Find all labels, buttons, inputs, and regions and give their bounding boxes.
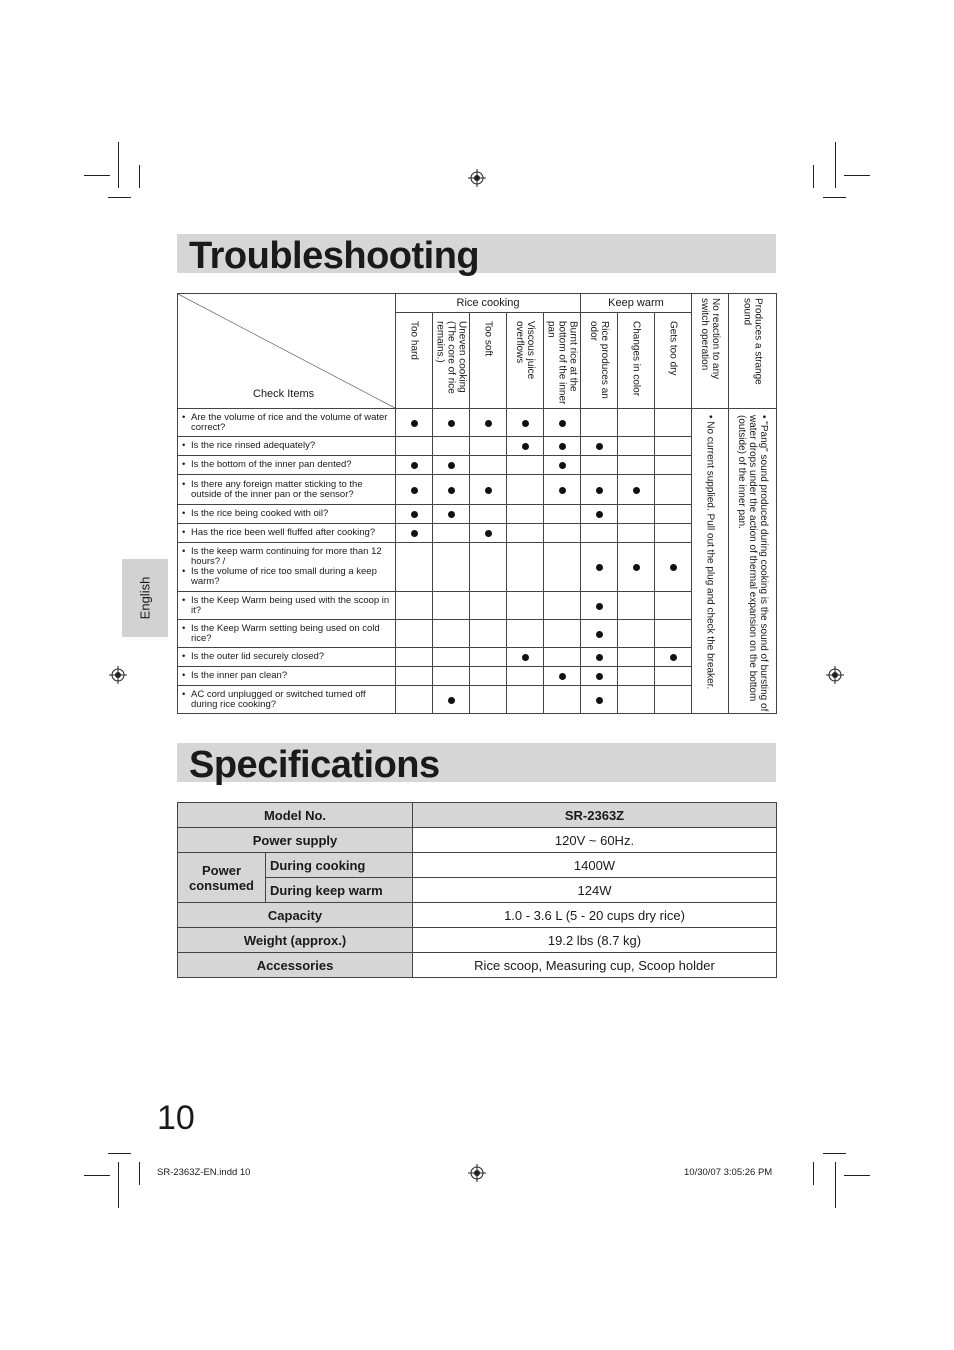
symptom-cell (396, 409, 433, 437)
table-row (178, 620, 777, 648)
column-header-label: No reaction to any switch operation (699, 298, 721, 380)
symptom-cell (544, 686, 581, 714)
column-header-label: Rice produces an odor (588, 321, 610, 399)
symptom-cell (507, 505, 544, 524)
weight-label: Weight (approx.) (178, 928, 413, 953)
symptom-cell (507, 409, 544, 437)
applies-dot-icon (633, 487, 640, 494)
check-item-question (182, 460, 391, 470)
column-header (507, 313, 544, 409)
column-header (729, 294, 777, 409)
symptom-cell (618, 437, 655, 456)
check-items-header (178, 294, 396, 409)
symptom-cell (655, 409, 692, 437)
column-header-label: Changes in color (630, 321, 642, 397)
column-header-label: Produces a strange sound (741, 298, 764, 385)
bullet-icon: • (758, 415, 769, 422)
symptom-cell (581, 686, 618, 714)
bullet-icon: • (182, 670, 186, 681)
symptom-cell (470, 592, 507, 620)
crop-mark (118, 1162, 119, 1208)
registration-mark-icon (109, 666, 127, 684)
troubleshooting-table (177, 293, 777, 714)
applies-dot-icon (559, 462, 566, 469)
applies-dot-icon (411, 462, 418, 469)
bullet-icon: • (182, 440, 186, 451)
symptom-cell (618, 592, 655, 620)
bullet-icon: • (182, 651, 186, 662)
strange-sound-note (736, 415, 769, 711)
check-item (178, 648, 396, 667)
crop-mark (835, 142, 836, 188)
strange-sound-note-text: "Pang" sound produced during cooking is the sound of bursting of water drops under the action of thermal expansion on the bottom (outside) of the inner pan. (736, 415, 769, 712)
check-item-question (182, 509, 391, 519)
bullet-icon: • (182, 411, 186, 423)
check-item-text: Is the Keep Warm being used with the scoop in it? (191, 594, 390, 616)
symptom-cell (581, 437, 618, 456)
table-row (178, 505, 777, 524)
symptom-cell (544, 648, 581, 667)
symptom-cell (581, 475, 618, 505)
symptom-cell (507, 437, 544, 456)
power-consumed-label: Power consumed (178, 853, 266, 903)
check-item-text: Is the Keep Warm setting being used on cold rice? (191, 622, 380, 644)
symptom-cell (655, 437, 692, 456)
applies-dot-icon (522, 654, 529, 661)
symptom-cell (470, 524, 507, 543)
symptom-cell (396, 524, 433, 543)
symptom-cell (655, 524, 692, 543)
symptom-cell (470, 620, 507, 648)
symptom-cell (396, 648, 433, 667)
symptom-cell (433, 686, 470, 714)
symptom-cell (507, 524, 544, 543)
check-item (178, 686, 396, 714)
symptom-cell (507, 648, 544, 667)
symptom-cell (396, 667, 433, 686)
symptom-cell (470, 543, 507, 592)
check-item (178, 475, 396, 505)
symptom-cell (544, 456, 581, 475)
symptom-cell (470, 648, 507, 667)
column-header (692, 294, 729, 409)
symptom-cell (581, 456, 618, 475)
model-label: Model No. (178, 803, 413, 828)
symptom-cell (433, 524, 470, 543)
check-item-question (182, 441, 391, 451)
symptom-cell (655, 543, 692, 592)
crop-mark (118, 142, 119, 188)
symptom-cell (433, 592, 470, 620)
check-item (178, 620, 396, 648)
applies-dot-icon (559, 673, 566, 680)
column-header-label: Gets too dry (667, 321, 679, 376)
crop-mark (823, 197, 846, 198)
applies-dot-icon (559, 443, 566, 450)
check-item-text: Is the keep warm continuing for more than 12 hours? / (191, 546, 382, 567)
crop-mark (823, 1153, 846, 1154)
symptom-cell (581, 620, 618, 648)
symptom-cell (655, 686, 692, 714)
specifications-heading-bar (177, 743, 776, 786)
crop-mark (108, 197, 131, 198)
symptom-cell (507, 543, 544, 592)
column-header-label: Viscous juice overflows (514, 321, 536, 380)
applies-dot-icon (596, 487, 603, 494)
bullet-icon: • (182, 566, 186, 577)
symptom-cell (581, 543, 618, 592)
table-row (178, 543, 777, 592)
symptom-cell (544, 505, 581, 524)
check-item-question (182, 652, 391, 662)
symptom-cell (433, 437, 470, 456)
applies-dot-icon (485, 420, 492, 427)
bullet-icon: • (182, 546, 186, 557)
applies-dot-icon (596, 654, 603, 661)
bullet-icon: • (182, 459, 186, 470)
symptom-cell (581, 409, 618, 437)
check-item-text: Is the outer lid securely closed? (191, 651, 325, 662)
specifications-title: Specifications (189, 744, 440, 786)
registration-mark-icon (826, 666, 844, 684)
check-item-text: AC cord unplugged or switched turned off during rice cooking? (191, 688, 366, 710)
symptom-cell (433, 409, 470, 437)
during-cooking-value: 1400W (413, 853, 777, 878)
crop-mark (108, 1153, 131, 1154)
column-header (470, 313, 507, 409)
column-header (544, 313, 581, 409)
applies-dot-icon (670, 564, 677, 571)
applies-dot-icon (522, 420, 529, 427)
check-item-question (182, 671, 391, 681)
during-keep-warm-label: During keep warm (266, 878, 413, 903)
applies-dot-icon (596, 511, 603, 518)
check-item-question (182, 547, 391, 567)
applies-dot-icon (448, 462, 455, 469)
symptom-cell (544, 592, 581, 620)
symptom-cell (618, 620, 655, 648)
symptom-cell (581, 667, 618, 686)
symptom-cell (655, 505, 692, 524)
column-header-label: Too soft (482, 321, 494, 357)
symptom-cell (396, 475, 433, 505)
column-header-label: Burnt rice at the bottom of the inner pan (545, 321, 579, 405)
symptom-cell (470, 686, 507, 714)
applies-dot-icon (485, 487, 492, 494)
column-header (433, 313, 470, 409)
crop-mark (835, 1162, 836, 1208)
weight-value: 19.2 lbs (8.7 kg) (413, 928, 777, 953)
symptom-cell (507, 456, 544, 475)
symptom-cell (507, 667, 544, 686)
symptom-cell (544, 524, 581, 543)
symptom-cell (396, 592, 433, 620)
registration-mark-icon (468, 1164, 486, 1182)
crop-mark (813, 165, 814, 188)
crop-mark (139, 165, 140, 188)
language-tab (122, 559, 168, 637)
check-item (178, 437, 396, 456)
symptom-cell (433, 648, 470, 667)
symptom-cell (507, 686, 544, 714)
bullet-icon: • (182, 594, 186, 606)
capacity-label: Capacity (178, 903, 413, 928)
symptom-cell (581, 524, 618, 543)
applies-dot-icon (448, 487, 455, 494)
symptom-cell (470, 456, 507, 475)
check-item (178, 409, 396, 437)
specifications-table (177, 802, 777, 978)
applies-dot-icon (596, 631, 603, 638)
crop-mark (84, 1175, 110, 1176)
bullet-icon: • (704, 415, 716, 422)
symptom-cell (507, 620, 544, 648)
symptom-cell (655, 620, 692, 648)
table-row (178, 686, 777, 714)
check-item-text: Is there any foreign matter sticking to the outside of the inner pan or the sensor? (191, 478, 363, 500)
check-items-label: Check Items (253, 388, 315, 400)
symptom-cell (470, 437, 507, 456)
bullet-icon: • (182, 688, 186, 700)
check-item (178, 524, 396, 543)
troubleshooting-heading-bar (177, 234, 776, 277)
table-row (178, 437, 777, 456)
symptom-cell (618, 686, 655, 714)
symptom-cell (433, 475, 470, 505)
column-header (618, 313, 655, 409)
symptom-cell (581, 648, 618, 667)
symptom-cell (396, 437, 433, 456)
no-reaction-note-cell (692, 409, 729, 714)
check-item-question (182, 596, 391, 616)
footer-file-name: SR-2363Z-EN.indd 10 (157, 1167, 251, 1178)
check-item-text: Is the volume of rice too small during a keep warm? (191, 566, 377, 587)
language-tab-label: English (137, 576, 153, 620)
table-row (178, 592, 777, 620)
applies-dot-icon (411, 487, 418, 494)
applies-dot-icon (559, 420, 566, 427)
symptom-cell (507, 592, 544, 620)
symptom-cell (470, 505, 507, 524)
symptom-cell (618, 456, 655, 475)
symptom-cell (470, 409, 507, 437)
table-row (178, 409, 777, 437)
applies-dot-icon (559, 487, 566, 494)
bullet-icon: • (182, 527, 186, 538)
applies-dot-icon (596, 564, 603, 571)
check-item-question (182, 413, 391, 433)
applies-dot-icon (596, 697, 603, 704)
page-number: 10 (157, 1099, 195, 1137)
symptom-cell (544, 437, 581, 456)
symptom-cell (655, 592, 692, 620)
applies-dot-icon (670, 654, 677, 661)
table-row (178, 667, 777, 686)
symptom-cell (396, 543, 433, 592)
applies-dot-icon (633, 564, 640, 571)
footer-timestamp: 10/30/07 3:05:26 PM (684, 1167, 773, 1178)
check-item (178, 592, 396, 620)
no-reaction-note-text: No current supplied. Pull out the plug and check the breaker. (704, 421, 716, 690)
symptom-cell (618, 543, 655, 592)
symptom-cell (544, 667, 581, 686)
bullet-icon: • (182, 508, 186, 519)
check-item-question (182, 480, 391, 500)
strange-sound-note-cell (729, 409, 777, 714)
capacity-value: 1.0 - 3.6 L (5 - 20 cups dry rice) (413, 903, 777, 928)
troubleshooting-title: Troubleshooting (189, 235, 480, 277)
symptom-cell (507, 475, 544, 505)
group-header-rice-cooking: Rice cooking (396, 294, 581, 313)
column-header-label: Uneven cooking (The core of rice remains.) (434, 321, 468, 394)
accessories-label: Accessories (178, 953, 413, 978)
check-item-text: Has the rice been well fluffed after cooking? (191, 527, 376, 538)
symptom-cell (433, 667, 470, 686)
power-supply-value: 120V ~ 60Hz. (413, 828, 777, 853)
applies-dot-icon (411, 530, 418, 537)
symptom-cell (618, 667, 655, 686)
symptom-cell (544, 409, 581, 437)
check-item-question (182, 567, 391, 587)
applies-dot-icon (448, 511, 455, 518)
symptom-cell (544, 543, 581, 592)
applies-dot-icon (485, 530, 492, 537)
during-keep-warm-value: 124W (413, 878, 777, 903)
registration-mark-icon (468, 169, 486, 187)
no-reaction-note (705, 415, 716, 689)
table-row (178, 456, 777, 475)
symptom-cell (396, 686, 433, 714)
check-item-question (182, 528, 391, 538)
check-item-text: Is the rice being cooked with oil? (191, 508, 329, 519)
column-header (581, 313, 618, 409)
check-item (178, 505, 396, 524)
symptom-cell (618, 648, 655, 667)
applies-dot-icon (522, 443, 529, 450)
symptom-cell (396, 505, 433, 524)
symptom-cell (618, 505, 655, 524)
symptom-cell (433, 505, 470, 524)
check-item-text: Is the inner pan clean? (191, 670, 288, 681)
table-row (178, 475, 777, 505)
column-header (655, 313, 692, 409)
symptom-cell (618, 524, 655, 543)
symptom-cell (470, 475, 507, 505)
crop-mark (84, 175, 110, 176)
symptom-cell (433, 456, 470, 475)
applies-dot-icon (411, 420, 418, 427)
applies-dot-icon (596, 443, 603, 450)
bullet-icon: • (182, 622, 186, 634)
symptom-cell (396, 620, 433, 648)
symptom-cell (470, 667, 507, 686)
symptom-cell (655, 475, 692, 505)
check-item-question (182, 690, 391, 710)
symptom-cell (655, 648, 692, 667)
symptom-cell (618, 409, 655, 437)
bullet-icon: • (182, 478, 186, 490)
symptom-cell (433, 543, 470, 592)
symptom-cell (544, 620, 581, 648)
symptom-cell (581, 592, 618, 620)
accessories-value: Rice scoop, Measuring cup, Scoop holder (413, 953, 777, 978)
check-item-text: Are the volume of rice and the volume of water correct? (191, 411, 388, 433)
check-item-question (182, 624, 391, 644)
applies-dot-icon (596, 673, 603, 680)
applies-dot-icon (448, 420, 455, 427)
during-cooking-label: During cooking (266, 853, 413, 878)
crop-mark (139, 1162, 140, 1185)
applies-dot-icon (596, 603, 603, 610)
check-item-text: Is the bottom of the inner pan dented? (191, 459, 352, 470)
model-value: SR-2363Z (413, 803, 777, 828)
symptom-cell (618, 475, 655, 505)
crop-mark (844, 1175, 870, 1176)
check-item (178, 667, 396, 686)
symptom-cell (544, 475, 581, 505)
applies-dot-icon (448, 697, 455, 704)
crop-mark (813, 1162, 814, 1185)
symptom-cell (433, 620, 470, 648)
group-header-keep-warm: Keep warm (581, 294, 692, 313)
power-supply-label: Power supply (178, 828, 413, 853)
symptom-cell (655, 456, 692, 475)
column-header-label: Too hard (408, 321, 420, 360)
symptom-cell (655, 667, 692, 686)
crop-mark (844, 175, 870, 176)
symptom-cell (396, 456, 433, 475)
symptom-cell (581, 505, 618, 524)
table-row (178, 648, 777, 667)
check-item (178, 543, 396, 592)
applies-dot-icon (411, 511, 418, 518)
check-item (178, 456, 396, 475)
table-row (178, 524, 777, 543)
check-item-text: Is the rice rinsed adequately? (191, 440, 316, 451)
column-header (396, 313, 433, 409)
